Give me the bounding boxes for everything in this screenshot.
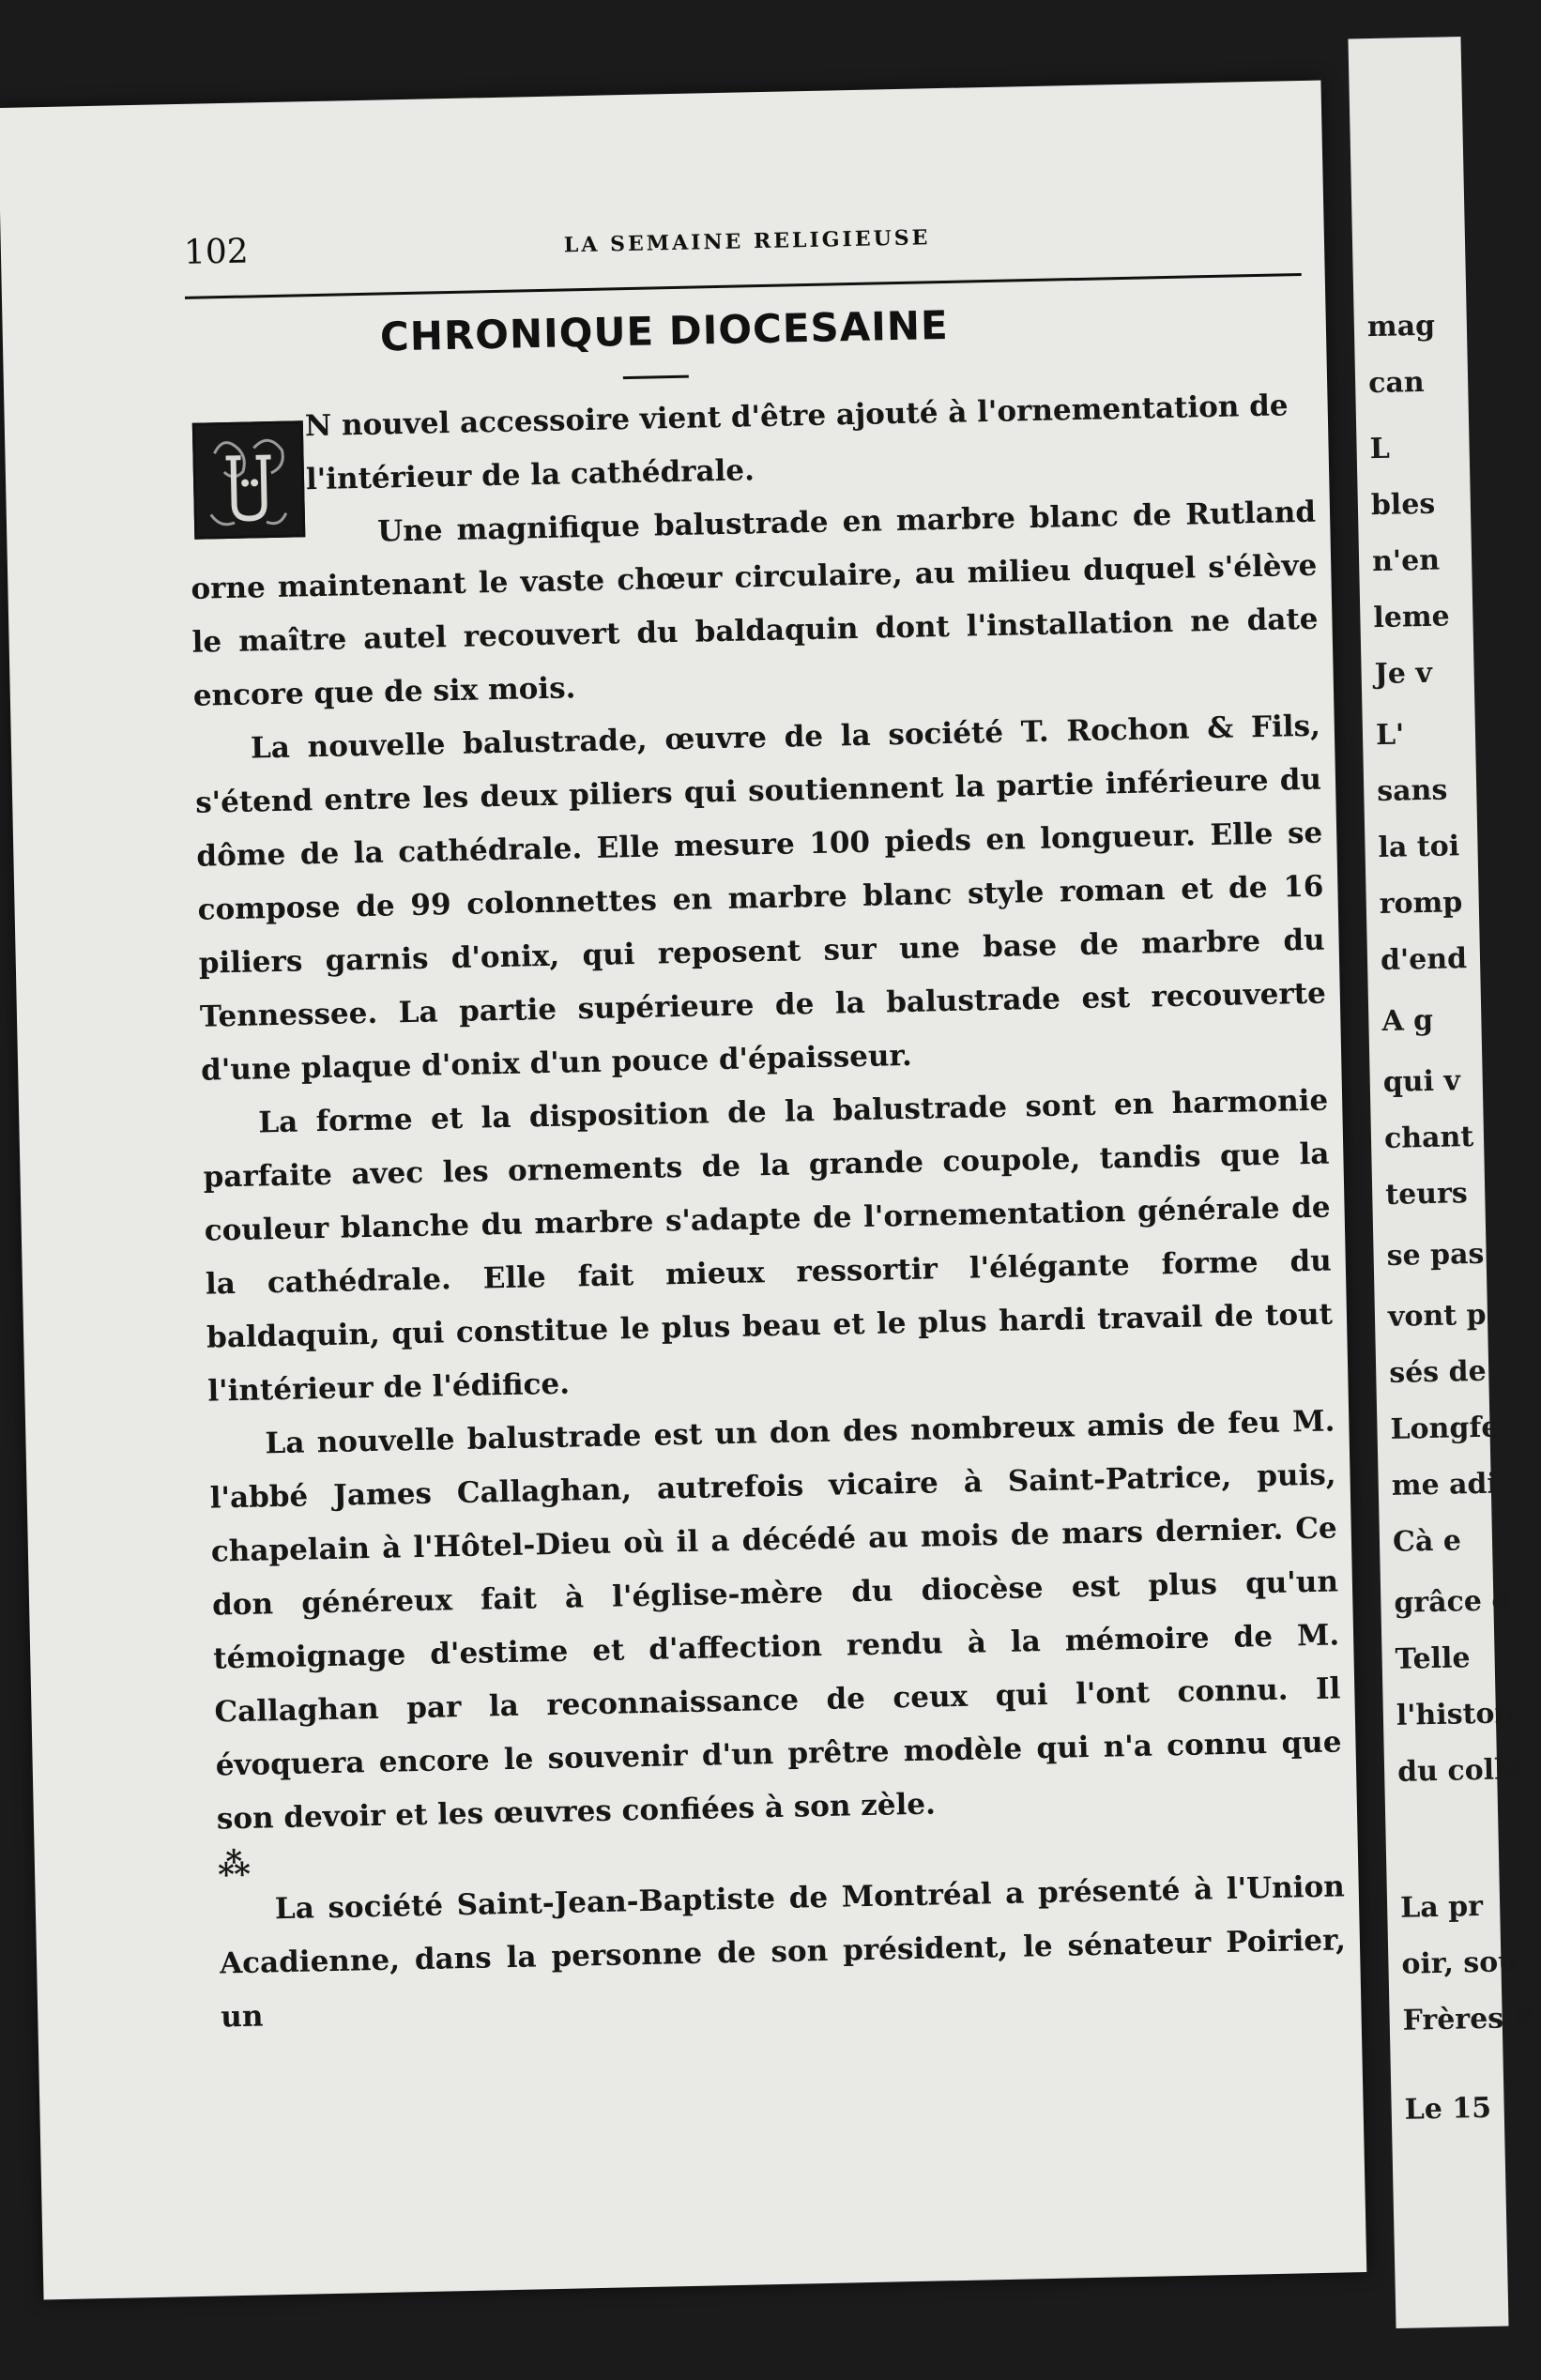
facing-fragment: Frères P (1402, 2001, 1535, 2037)
facing-fragment: du collè (1396, 1753, 1523, 1789)
facing-fragment: A g (1381, 1003, 1434, 1038)
facing-fragment: sans (1376, 773, 1448, 809)
page-number: 102 (183, 232, 250, 272)
facing-fragment: n'en (1371, 543, 1441, 579)
facing-fragment: me adi (1391, 1467, 1499, 1503)
facing-fragment: Longfe (1390, 1411, 1500, 1446)
paragraph-2: Une magnifique balustrade en marbre blanc de Rutland orne maintenant le vaste chœur circulaire, au milieu duquel s'élève le maître autel recouvert du baldaquin dont l'installation ne date encore que de six mois. (191, 495, 1319, 713)
running-title: LA SEMAINE RELIGIEUSE (563, 225, 931, 258)
facing-fragment: oir, sou (1401, 1945, 1519, 1981)
facing-page-edge (1348, 37, 1535, 2328)
paragraph-4: La forme et la disposition de la balustrade sont en harmonie parfaite avec les ornements de la grande coupole, tandis que la couleur blanche du marbre s'adapte de l'ornementation générale de la cathédrale. Elle fait mieux ressortir l'élégante forme du baldaquin, qui constitue le plus beau et le plus hardi travail de tout l'intérieur de l'édifice. (203, 1083, 1334, 1409)
paragraph-6: La société Saint-Jean-Baptiste de Montréal a présenté à l'Union Acadienne, dans la personne de son président, le sénateur Poirier, un (219, 1869, 1347, 2035)
facing-fragment: d'end (1380, 942, 1468, 978)
facing-fragment: teurs (1384, 1177, 1469, 1212)
facing-fragment: chant (1383, 1120, 1474, 1155)
facing-fragment: L' (1375, 718, 1405, 753)
facing-fragment: Cà e (1392, 1524, 1462, 1559)
facing-fragment: sés de (1388, 1354, 1487, 1390)
paragraph-intro-line-2: l'intérieur de la cathédrale. (305, 453, 755, 497)
article-body (187, 379, 1347, 2045)
facing-fragment: Le 15 (1404, 2091, 1492, 2127)
section-title: CHRONIQUE DIOCESAINE (379, 301, 950, 360)
paragraph-5: La nouvelle balustrade est un don des nombreux amis de feu M. l'abbé James Callaghan, autrefois vicaire à Saint-Patrice, puis, chapelain à l'Hôtel-Dieu où il a décédé au mois de mars dernier. Ce don généreux fait à l'église-mère du diocèse est plus qu'un témoignage d'estime et d'affection rendu à la mémoire de M. Callaghan par la reconnaissance de ceux qui l'ont connu. Il évoquera encore le souvenir d'un prêtre modèle qui n'a connu que son devoir et les œuvres confiées à son zèle. (209, 1404, 1342, 1837)
facing-fragment: romp (1379, 886, 1463, 922)
facing-fragment: bles (1370, 487, 1436, 523)
facing-fragment: grâce d (1394, 1584, 1512, 1620)
left-page (0, 80, 1366, 2299)
facing-fragment: Je v (1374, 656, 1433, 692)
asterism-separator: ⁂ (217, 1845, 252, 1884)
facing-fragment: mag (1366, 309, 1436, 344)
facing-fragment: leme (1373, 600, 1451, 635)
paragraph-intro-line-1: N nouvel accessoire vient d'être ajouté à l'ornementation de (304, 389, 1289, 444)
facing-fragment: la toi (1378, 830, 1460, 865)
facing-fragment: vont p (1387, 1298, 1487, 1334)
facing-fragment: La pr (1399, 1889, 1484, 1925)
facing-fragment: Telle (1395, 1641, 1471, 1676)
facing-fragment: L (1369, 432, 1391, 466)
facing-fragment: can (1367, 365, 1426, 401)
title-rule (623, 375, 689, 379)
facing-fragment: qui v (1382, 1064, 1461, 1099)
paragraph-3: La nouvelle balustrade, œuvre de la société T. Rochon & Fils, s'étend entre les deux piliers qui soutiennent la partie inférieure du dôme de la cathédrale. Elle mesure 100 pieds en longueur. Elle se compose de 99 colonnettes en marbre blanc style roman et de 16 piliers garnis d'onix, qui reposent sur une base de marbre du Tennessee. La partie supérieure de la balustrade est recouverte d'une plaque d'onix d'un pouce d'épaisseur. (194, 709, 1327, 1088)
facing-fragment: se pas (1386, 1237, 1485, 1273)
facing-fragment: l'histoir (1396, 1697, 1520, 1732)
